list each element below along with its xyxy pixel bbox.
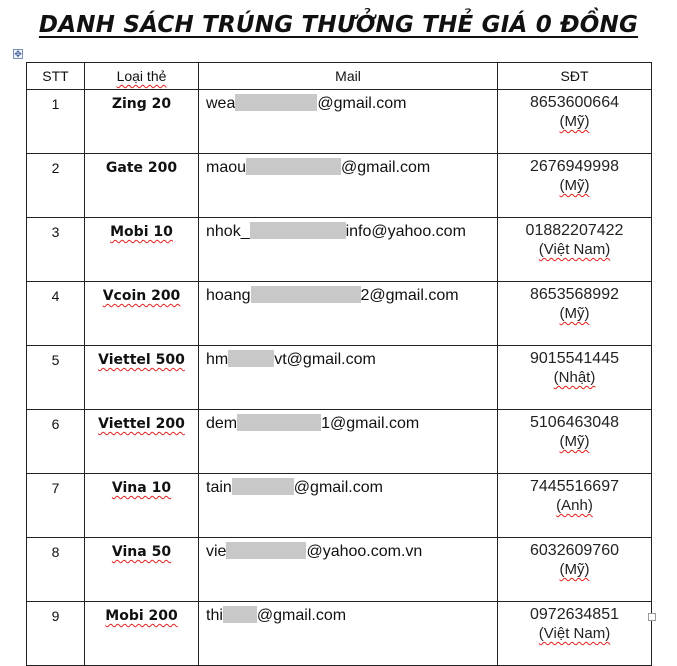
phone-number: 5106463048 [530, 414, 619, 431]
cell-stt [27, 154, 85, 218]
mail-prefix: vie [206, 543, 227, 560]
cell-stt [27, 346, 85, 410]
cell-stt [27, 538, 85, 602]
phone-number: 9015541445 [530, 350, 619, 367]
header-stt: STT [27, 63, 85, 90]
country-value: (Anh) [556, 497, 593, 514]
cell-phone [498, 346, 652, 410]
redaction-block [251, 286, 361, 303]
cell-mail [199, 410, 498, 474]
country-label [498, 561, 651, 578]
cell-phone [498, 474, 652, 538]
header-card-type [85, 63, 199, 90]
cell-phone [498, 538, 652, 602]
stt-value: 9 [51, 608, 60, 624]
cell-phone [498, 602, 652, 666]
cell-stt [27, 410, 85, 474]
cell-stt [27, 474, 85, 538]
cell-stt [27, 218, 85, 282]
redaction-block [237, 414, 321, 431]
header-mail: Mail [199, 63, 498, 90]
mail-suffix: @yahoo.com.vn [306, 543, 423, 560]
card-type-value: Viettel 200 [98, 416, 185, 432]
mail-prefix: dem [206, 415, 238, 432]
card-type-value: Vcoin 200 [102, 288, 181, 304]
mail-prefix: hm [206, 351, 229, 368]
country-value: (Nhật) [553, 369, 596, 386]
stt-value: 7 [51, 480, 60, 496]
cell-phone [498, 218, 652, 282]
country-label [498, 625, 651, 642]
phone-number: 8653568992 [530, 286, 619, 303]
cell-card-type [85, 538, 199, 602]
table-row [27, 602, 652, 666]
table-row [27, 282, 652, 346]
cell-phone [498, 154, 652, 218]
cell-mail [199, 538, 498, 602]
country-label [498, 113, 651, 130]
mail-suffix: @gmail.com [293, 479, 383, 496]
stt-value: 2 [51, 160, 60, 176]
phone-number: 6032609760 [530, 542, 619, 559]
country-label [498, 369, 651, 386]
table-row [27, 346, 652, 410]
stt-value: 3 [51, 224, 60, 240]
cell-card-type [85, 154, 199, 218]
redaction-block [246, 158, 341, 175]
cell-stt [27, 90, 85, 154]
redaction-block [232, 478, 294, 495]
mail-prefix: wea [206, 95, 236, 112]
winners-table [26, 62, 652, 666]
cell-card-type [85, 474, 199, 538]
phone-number: 2676949998 [530, 158, 619, 175]
card-type-value: Zing 20 [111, 96, 172, 112]
cell-mail [199, 474, 498, 538]
mail-suffix: @gmail.com [256, 607, 347, 624]
document-title: DANH SÁCH TRÚNG THƯỞNG THẺ GIÁ 0 ĐỒNG [38, 12, 639, 38]
table-header-row [27, 63, 652, 90]
cell-stt [27, 282, 85, 346]
table-row [27, 218, 652, 282]
stt-value: 1 [51, 96, 60, 112]
redaction-block [223, 606, 257, 623]
mail-prefix: hoang [206, 287, 251, 304]
header-phone: SĐT [498, 63, 652, 90]
phone-number: 8653600664 [530, 94, 619, 111]
header-card-type-label: Loại thẻ [116, 68, 167, 84]
card-type-value: Mobi 200 [105, 608, 178, 624]
table-move-handle-icon[interactable]: ✥ [14, 49, 22, 59]
redaction-block [250, 222, 346, 239]
table-resize-handle[interactable] [648, 613, 656, 621]
country-value: (Mỹ) [559, 433, 590, 450]
table-row [27, 474, 652, 538]
stt-value: 8 [51, 544, 60, 560]
country-value: (Mỹ) [559, 561, 590, 578]
cell-mail [199, 154, 498, 218]
card-type-value: Gate 200 [105, 160, 178, 176]
redaction-block [226, 542, 306, 559]
phone-number: 7445516697 [530, 478, 619, 495]
mail-prefix: thi [206, 607, 223, 624]
mail-suffix: info@yahoo.com [345, 223, 466, 240]
cell-mail [199, 346, 498, 410]
cell-mail [199, 218, 498, 282]
country-label [498, 177, 651, 194]
country-value: (Mỹ) [559, 113, 590, 130]
stt-value: 4 [51, 288, 60, 304]
country-label [498, 497, 651, 514]
cell-mail [199, 602, 498, 666]
phone-number: 0972634851 [530, 606, 619, 623]
cell-phone [498, 90, 652, 154]
table-row [27, 90, 652, 154]
country-value: (Mỹ) [559, 177, 590, 194]
mail-prefix: tain [206, 479, 232, 496]
country-value: (Mỹ) [559, 305, 590, 322]
mail-prefix: nhok_ [206, 223, 250, 240]
redaction-block [235, 94, 317, 111]
phone-number: 01882207422 [525, 222, 624, 239]
cell-stt [27, 602, 85, 666]
card-type-value: Mobi 10 [110, 224, 173, 240]
table-row [27, 410, 652, 474]
cell-mail [199, 90, 498, 154]
cell-mail [199, 282, 498, 346]
stt-value: 5 [51, 352, 60, 368]
mail-suffix: @gmail.com [341, 159, 431, 176]
cell-card-type [85, 346, 199, 410]
country-value: (Việt Nam) [538, 625, 611, 642]
cell-phone [498, 410, 652, 474]
cell-card-type [85, 90, 199, 154]
country-label [498, 241, 651, 258]
cell-phone [498, 282, 652, 346]
cell-card-type [85, 602, 199, 666]
redaction-block [228, 350, 274, 367]
mail-suffix: @gmail.com [317, 95, 407, 112]
cell-card-type [85, 410, 199, 474]
card-type-value: Viettel 500 [98, 352, 185, 368]
stt-value: 6 [51, 416, 60, 432]
table-row [27, 154, 652, 218]
table-row [27, 538, 652, 602]
country-value: (Việt Nam) [538, 241, 611, 258]
cell-card-type [85, 218, 199, 282]
mail-suffix: vt@gmail.com [274, 351, 376, 368]
mail-prefix: maou [206, 159, 247, 176]
country-label [498, 305, 651, 322]
mail-suffix: 1@gmail.com [321, 415, 420, 432]
mail-suffix: 2@gmail.com [360, 287, 459, 304]
card-type-value: Vina 10 [111, 480, 172, 496]
cell-card-type [85, 282, 199, 346]
card-type-value: Vina 50 [111, 544, 172, 560]
country-label [498, 433, 651, 450]
